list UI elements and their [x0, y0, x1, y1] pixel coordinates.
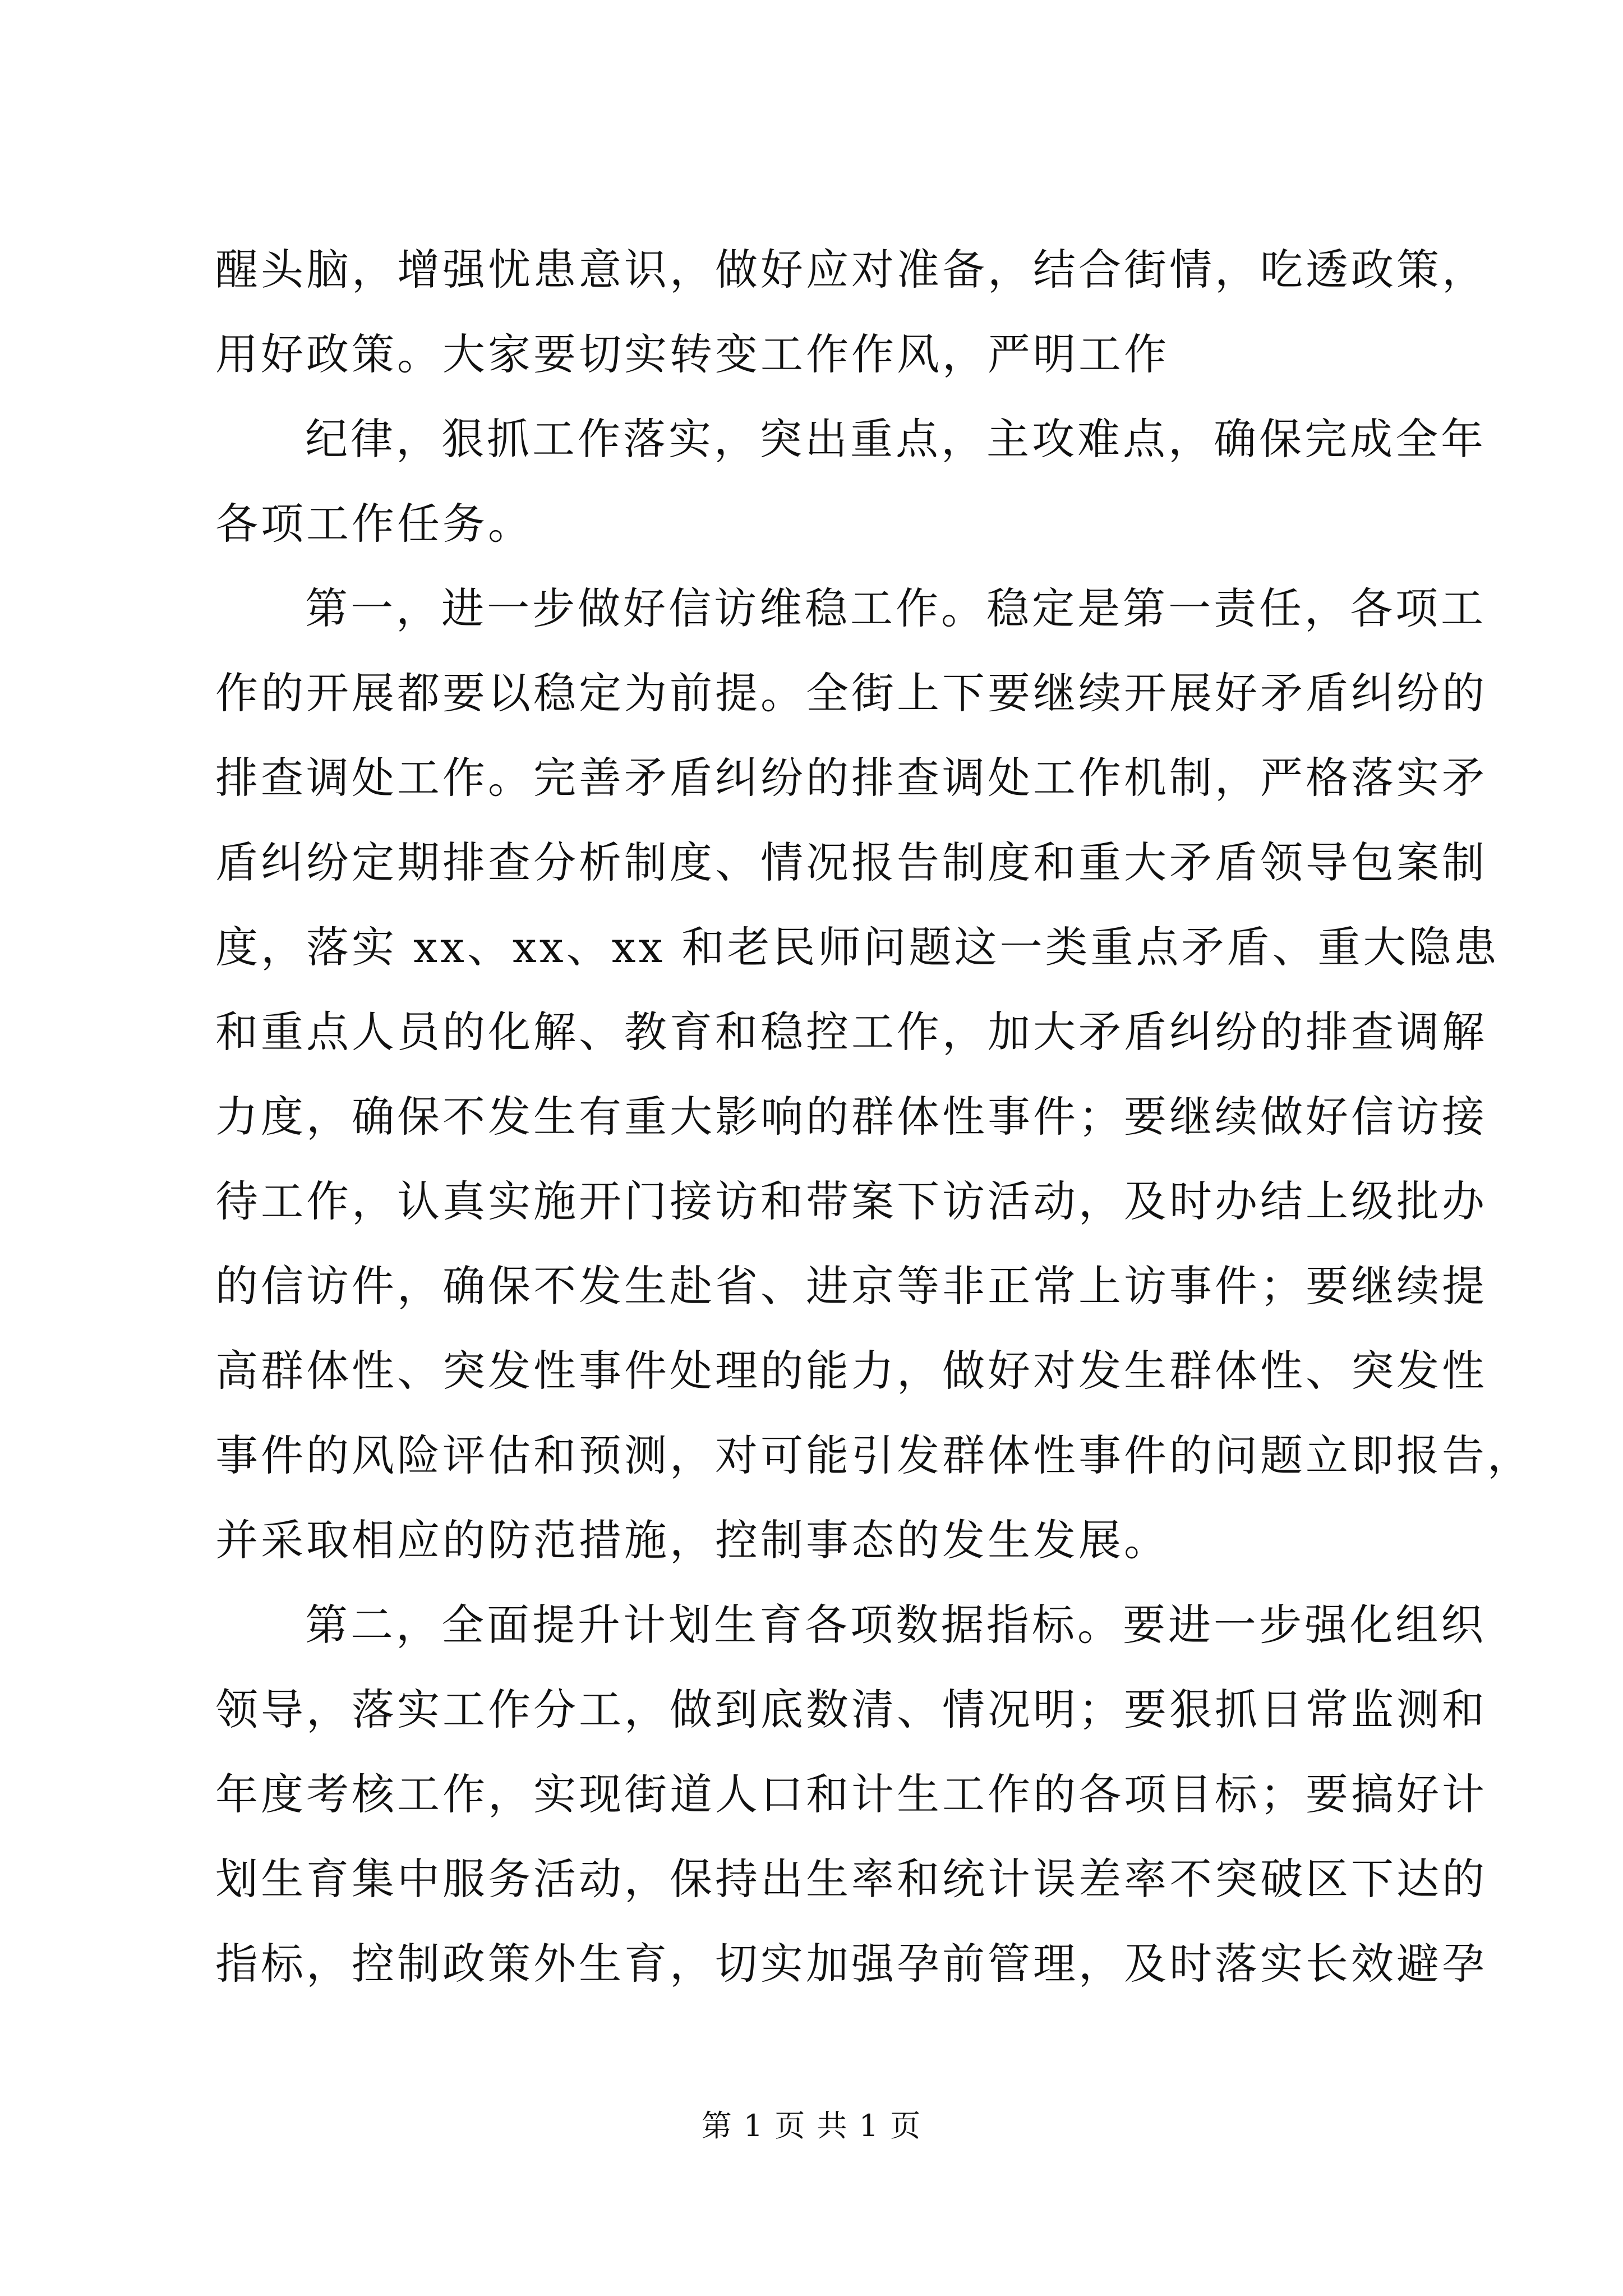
text-line-10: 和重点人员的化解、教育和稳控工作，加大矛盾纠纷的排查调解: [215, 1007, 1487, 1057]
text-line-6: 作的开展都要以稳定为前提。全街上下要继续开展好矛盾纠纷的: [215, 668, 1487, 718]
text-line-20: 划生育集中服务活动，保持出生率和统计误差率不突破区下达的: [215, 1854, 1487, 1904]
text-line-12: 待工作，认真实施开门接访和带案下访活动，及时办结上级批办: [215, 1176, 1487, 1226]
text-line-17: 第二，全面提升计划生育各项数据指标。要进一步强化组织: [305, 1600, 1486, 1650]
text-line-9: 度，落实 xx、xx、xx 和老民师问题这一类重点矛盾、重大隐患: [215, 922, 1500, 972]
page-number-label: 第 1 页 共 1 页: [701, 2108, 922, 2143]
text-line-11: 力度，确保不发生有重大影响的群体性事件；要继续做好信访接: [215, 1092, 1487, 1142]
text-line-21: 指标，控制政策外生育，切实加强孕前管理，及时落实长效避孕: [215, 1939, 1487, 1989]
text-line-1: 醒头脑，增强忧患意识，做好应对准备，结合街情，吃透政策，: [215, 245, 1487, 295]
text-line-14: 高群体性、突发性事件处理的能力，做好对发生群体性、突发性: [215, 1346, 1487, 1396]
text-line-7: 排查调处工作。完善矛盾纠纷的排查调处工作机制，严格落实矛: [215, 753, 1487, 803]
text-line-8: 盾纠纷定期排查分析制度、情况报告制度和重大矛盾领导包案制: [215, 838, 1487, 887]
text-line-2: 用好政策。大家要切实转变工作作风，严明工作: [215, 329, 1169, 379]
text-line-5: 第一，进一步做好信访维稳工作。稳定是第一责任，各项工: [305, 583, 1486, 633]
text-line-13: 的信访件，确保不发生赴省、进京等非正常上访事件；要继续提: [215, 1261, 1487, 1311]
text-line-19: 年度考核工作，实现街道人口和计生工作的各项目标；要搞好计: [215, 1769, 1487, 1819]
document-body: [215, 227, 1533, 2006]
text-line-3: 纪律，狠抓工作落实，突出重点，主攻难点，确保完成全年: [305, 414, 1486, 464]
text-line-15: 事件的风险评估和预测，对可能引发群体性事件的问题立即报告，: [215, 1430, 1533, 1480]
page-footer: [0, 2106, 1623, 2146]
text-line-16: 并采取相应的防范措施，控制事态的发生发展。: [215, 1515, 1169, 1565]
text-line-18: 领导，落实工作分工，做到底数清、情况明；要狠抓日常监测和: [215, 1685, 1487, 1734]
text-line-4: 各项工作任务。: [215, 499, 533, 549]
